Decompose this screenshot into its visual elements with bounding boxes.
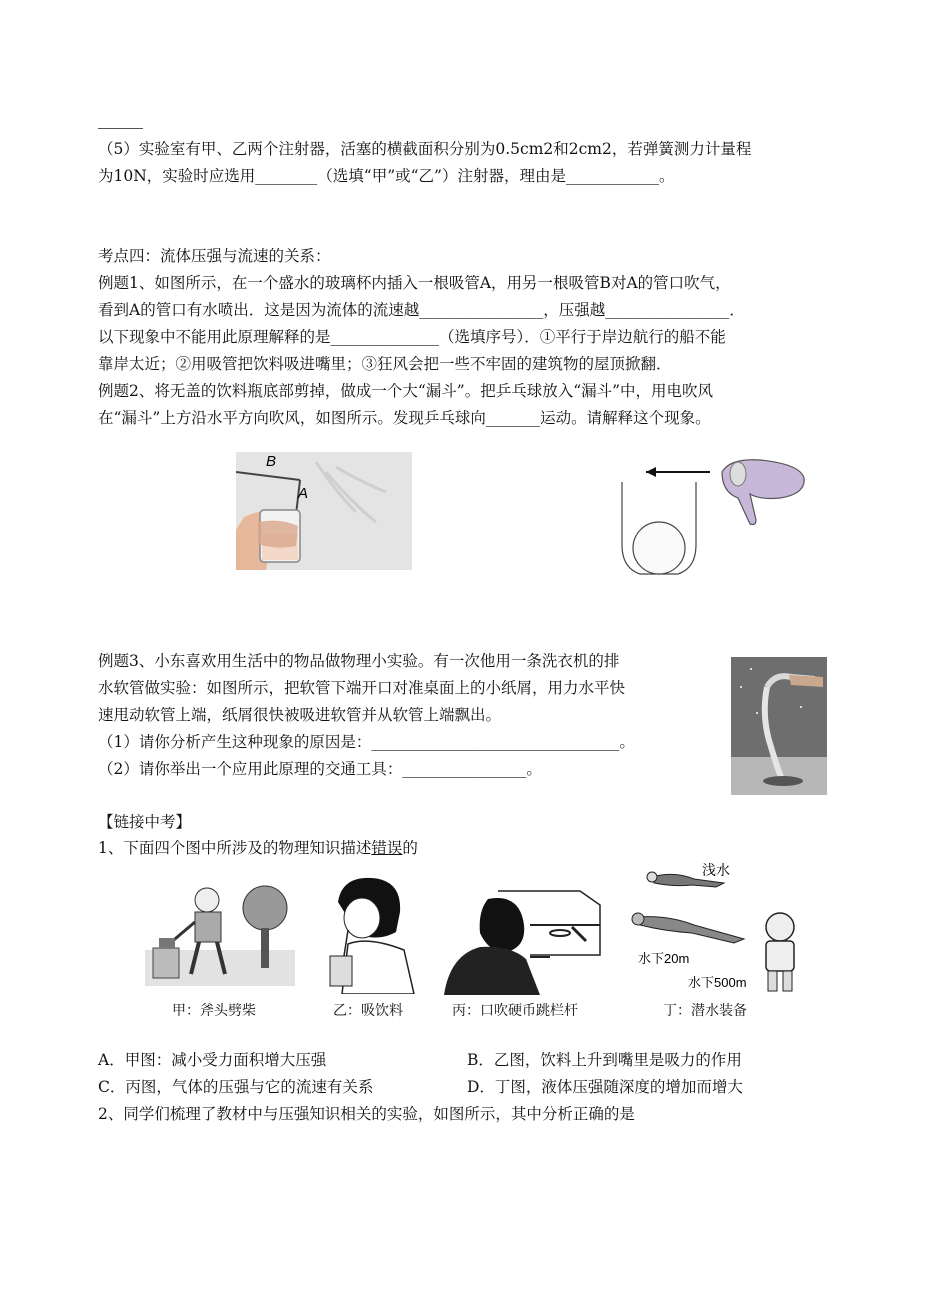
ex3-line1: 例题3、小东喜欢用生活中的物品做物理小实验。有一次他用一条洗衣机的排 xyxy=(98,652,620,670)
link-q2: 2、同学们梳理了教材中与压强知识相关的实验，如图所示，其中分析正确的是 xyxy=(98,1105,635,1123)
fig-chopping-wood xyxy=(145,878,295,993)
ex1-line1: 例题1、如图所示，在一个盛水的玻璃杯内插入一根吸管A，用另一根吸管B对A的管口吹气， xyxy=(98,274,731,292)
ex2-line1: 例题2、将无盖的饮料瓶底部剪掉，做成一个大“漏斗”。把乒乓球放入“漏斗”中，用电吹风 xyxy=(98,382,714,400)
option-c: C．丙图，气体的压强与它的流速有关系 xyxy=(98,1078,374,1096)
link-heading: 【链接中考】 xyxy=(98,813,192,831)
kp4-heading: 考点四：流体压强与流速的关系： xyxy=(98,247,331,265)
option-d: D．丁图，液体压强随深度的增加而增大 xyxy=(467,1078,743,1096)
fill-blank-line xyxy=(98,128,143,129)
caption-ding: 丁：潜水装备 xyxy=(663,1003,747,1019)
label-a: A xyxy=(298,485,309,502)
caption-yi: 乙：吸饮料 xyxy=(333,1003,403,1019)
caption-bing: 丙：口吹硬币跳栏杆 xyxy=(452,1003,578,1019)
label-shallow: 浅水 xyxy=(702,862,730,878)
fig-diving xyxy=(624,855,814,995)
hose-photo xyxy=(731,657,827,795)
link-q1: 1、下面四个图中所涉及的物理知识描述错误的 xyxy=(98,839,418,857)
caption-jia: 甲：斧头劈柴 xyxy=(172,1003,256,1019)
funnel-dryer-figure xyxy=(610,450,810,580)
option-b: B．乙图，饮料上升到嘴里是吸力的作用 xyxy=(467,1051,742,1069)
ex1-line2: 看到A的管口有水喷出．这是因为流体的流速越________________，压强越________________． xyxy=(98,301,745,319)
fig-blowing-coin xyxy=(440,885,604,995)
ex3-line2: 水软管做实验：如图所示，把软管下端开口对准桌面上的小纸屑，用力水平快 xyxy=(98,679,626,697)
option-a: A．甲图：减小受力面积增大压强 xyxy=(98,1051,327,1069)
part5-line2: 为10N，实验时应选用________（选填“甲”或“乙”）注射器，理由是____________。 xyxy=(98,167,675,185)
ex3-line3: 速甩动软管上端，纸屑很快被吸进软管并从软管上端飘出。 xyxy=(98,706,502,724)
straw-glass-photo xyxy=(236,452,412,570)
ex1-line4: 靠岸太近；②用吸管把饮料吸进嘴里；③狂风会把一些不牢固的建筑物的屋顶掀翻． xyxy=(98,355,672,373)
fig-drinking xyxy=(318,872,418,994)
ex1-line3: 以下现象中不能用此原理解释的是______________（选填序号）．①平行于岸边航行的船不能 xyxy=(98,328,726,346)
label-20m: 水下20m xyxy=(638,951,690,966)
ex3-q2: （2）请你举出一个应用此原理的交通工具：________________。 xyxy=(98,760,542,778)
label-500m: 水下500m xyxy=(688,975,747,990)
emphasis-wrong: 错误 xyxy=(371,839,403,857)
ex2-line2: 在“漏斗”上方沿水平方向吹风，如图所示。发现乒乓球向_______运动。请解释这个现象。 xyxy=(98,409,711,427)
ex3-q1: （1）请你分析产生这种现象的原因是：________________________________。 xyxy=(98,733,635,751)
label-b: B xyxy=(266,453,277,470)
part5-line1: （5）实验室有甲、乙两个注射器，活塞的横截面积分别为0.5cm2和2cm2，若弹簧测力计量程 xyxy=(98,140,752,158)
